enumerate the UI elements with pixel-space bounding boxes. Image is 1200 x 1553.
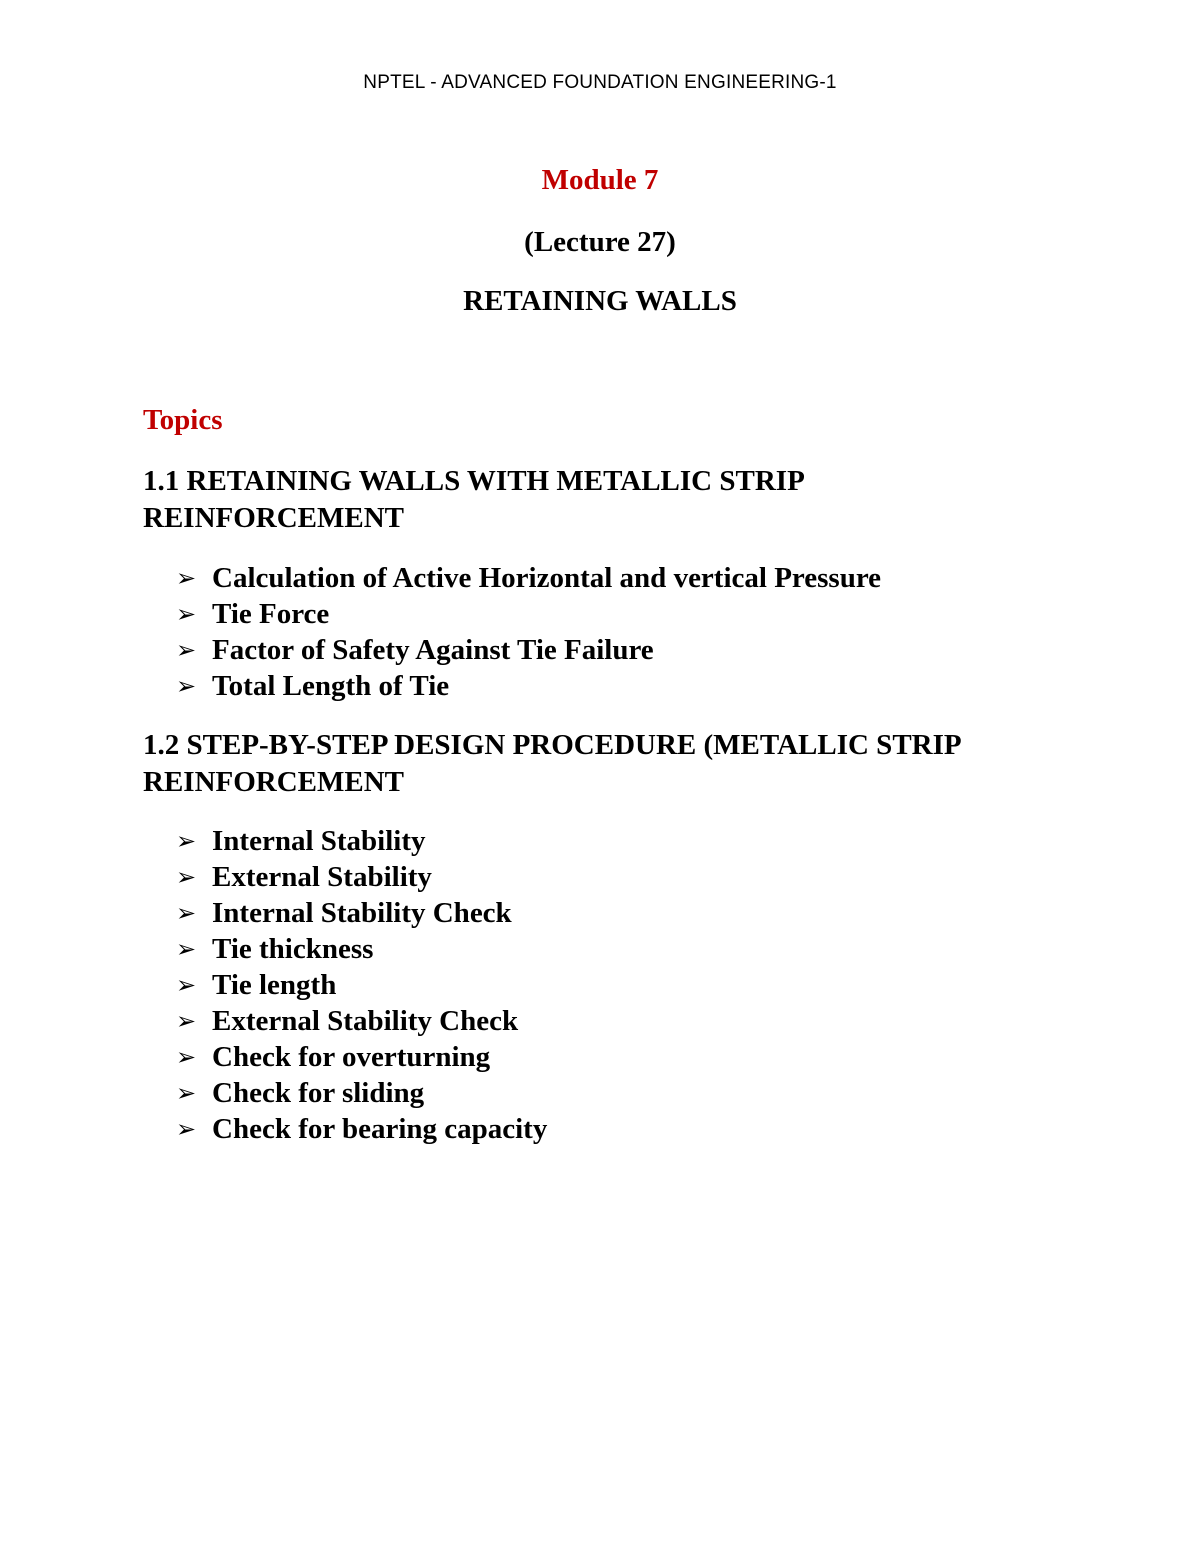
list-item	[176, 668, 881, 704]
arrow-bullet-icon: ➢	[176, 1115, 197, 1143]
topic-list	[176, 560, 881, 704]
list-item	[176, 1075, 547, 1111]
arrow-bullet-icon: ➢	[176, 564, 197, 592]
list-item	[176, 859, 547, 895]
list-item-text: Factor of Safety Against Tie Failure	[212, 634, 654, 666]
list-item-text: Check for sliding	[212, 1077, 425, 1109]
list-item	[176, 632, 881, 668]
list-item	[176, 931, 547, 967]
arrow-bullet-icon: ➢	[176, 1043, 197, 1071]
topic-list	[176, 823, 547, 1147]
list-item	[176, 967, 547, 1003]
arrow-bullet-icon: ➢	[176, 1007, 197, 1035]
section-heading: 1.1 RETAINING WALLS WITH METALLIC STRIP REINFORCEMENT	[143, 465, 804, 534]
list-item-text: Calculation of Active Horizontal and vertical Pressure	[212, 562, 882, 594]
list-item-text: Tie thickness	[212, 933, 374, 965]
arrow-bullet-icon: ➢	[176, 935, 197, 963]
lecture-number: (Lecture 27)	[524, 226, 676, 258]
list-item-text: Total Length of Tie	[212, 670, 450, 702]
list-item	[176, 1003, 547, 1039]
arrow-bullet-icon: ➢	[176, 899, 197, 927]
list-item-text: Internal Stability Check	[212, 897, 512, 929]
list-item-text: Tie length	[212, 969, 337, 1001]
arrow-bullet-icon: ➢	[176, 636, 197, 664]
module-title: Module 7	[541, 164, 659, 196]
document-title: RETAINING WALLS	[463, 285, 737, 317]
list-item-text: Check for bearing capacity	[212, 1113, 548, 1145]
list-item-text: Tie Force	[212, 598, 330, 630]
list-item	[176, 560, 881, 596]
topics-label: Topics	[143, 404, 223, 436]
list-item	[176, 1111, 547, 1147]
list-item	[176, 823, 547, 859]
list-item-text: External Stability Check	[212, 1005, 519, 1037]
arrow-bullet-icon: ➢	[176, 863, 197, 891]
list-item-text: Check for overturning	[212, 1041, 491, 1073]
list-item	[176, 1039, 547, 1075]
list-item	[176, 596, 881, 632]
section-heading: 1.2 STEP-BY-STEP DESIGN PROCEDURE (METALLIC STRIP REINFORCEMENT	[143, 729, 960, 798]
list-item-text: External Stability	[212, 861, 432, 893]
arrow-bullet-icon: ➢	[176, 1079, 197, 1107]
page-header: NPTEL - ADVANCED FOUNDATION ENGINEERING-1	[363, 72, 837, 93]
arrow-bullet-icon: ➢	[176, 827, 197, 855]
arrow-bullet-icon: ➢	[176, 672, 197, 700]
arrow-bullet-icon: ➢	[176, 971, 197, 999]
list-item	[176, 895, 547, 931]
list-item-text: Internal Stability	[212, 825, 426, 857]
arrow-bullet-icon: ➢	[176, 600, 197, 628]
